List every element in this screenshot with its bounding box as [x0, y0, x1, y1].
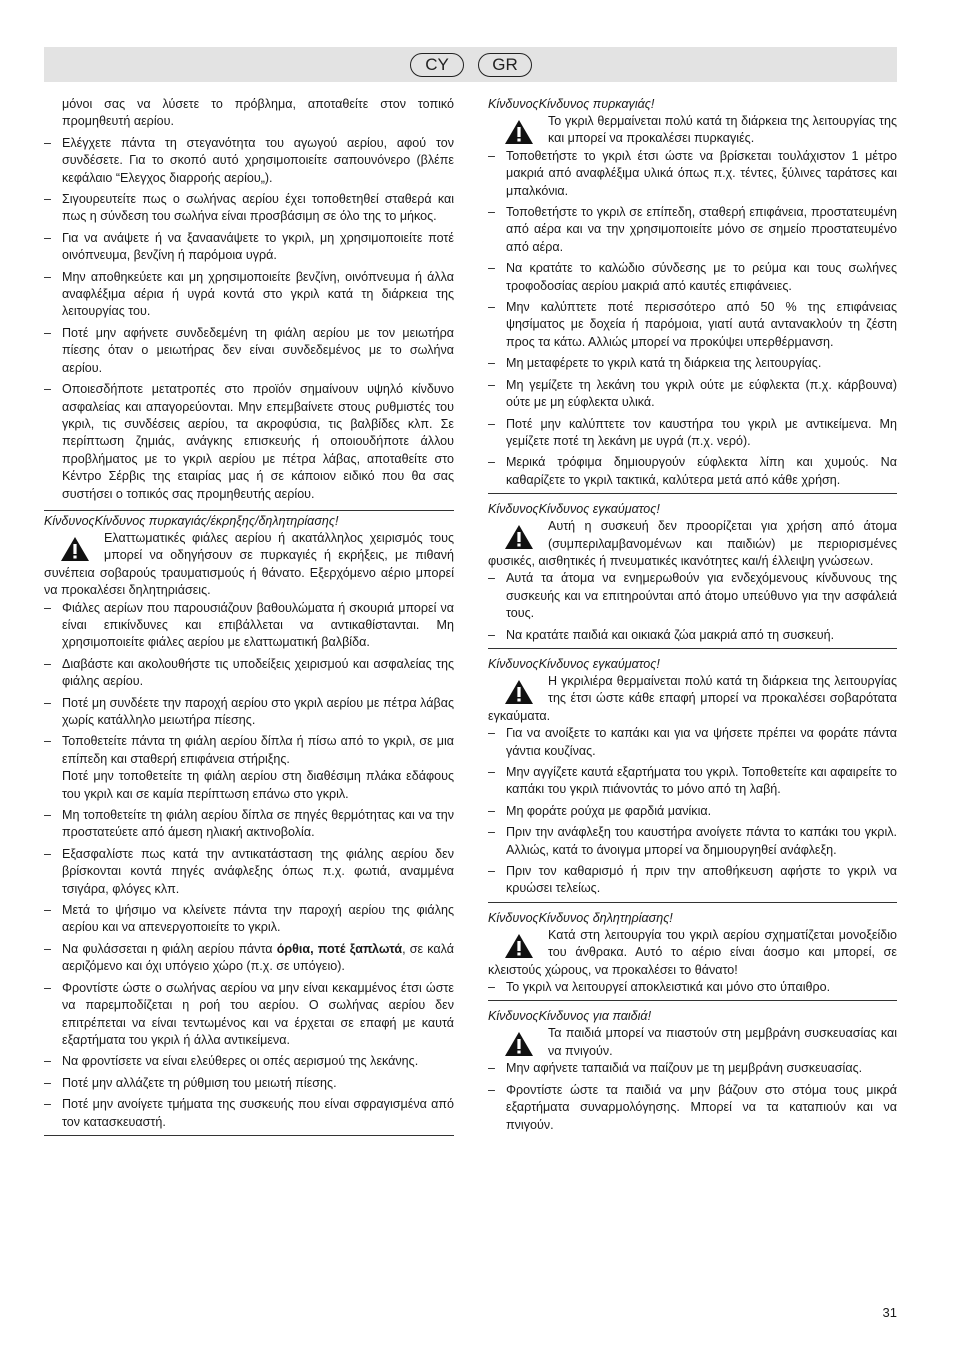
safety-list	[488, 725, 897, 898]
warning-text: Το γκριλ θερμαίνεται πολύ κατά τη διάρκεια της λειτουργίας της και μπορεί να προκαλέσει πυρκαγιές.	[548, 114, 897, 146]
list-item: – Μη μεταφέρετε το γκριλ κατά τη διάρκεια της λειτουργίας.	[488, 355, 897, 372]
section-title: ΚίνδυνοςΚίνδυνος για παιδιά!	[488, 1009, 652, 1024]
section-title: ΚίνδυνοςΚίνδυνος εγκαύματος!	[488, 502, 660, 517]
warning-section-poison	[488, 910, 897, 1002]
header-bar	[44, 47, 897, 82]
language-badge-cy: CY	[410, 53, 464, 77]
section-title: ΚίνδυνοςΚίνδυνος εγκαύματος!	[488, 656, 660, 671]
section-divider	[488, 493, 897, 494]
list-item: – Τοποθετήστε το γκριλ σε επίπεδη, σταθερή επιφάνεια, προστατευμένη από αέρα και να την χρησιμοποιείτε μόνο σε σημείο προστατευμένο από αέρα.	[488, 204, 897, 256]
list-item: – Ποτέ μην ανοίγετε τμήματα της συσκευής που είναι σφραγισμένα από τον κατασκευαστή.	[44, 1096, 454, 1131]
list-item: – Πριν την ανάφλεξη του καυστήρα ανοίγετε πάντα το καπάκι του γκριλ. Αλλιώς, κατά το άνοιγμα μπορεί να δημιουργηθεί ανάφλεξη.	[488, 824, 897, 859]
section-divider	[488, 902, 897, 903]
warning-text: Τα παιδιά μπορεί να πιαστούν στη μεμβράνη συσκευασίας και να πνιγούν.	[548, 1026, 897, 1058]
list-item: – Εξασφαλίστε πως κατά την αντικατάσταση της φιάλης αερίου δεν βρίσκονται κοντά πηγές ανάφλεξης όπως π.χ. φωτιά, αναμμένα τσιγάρα, φλόγες κλπ.	[44, 846, 454, 898]
list-item: – Φιάλες αερίων που παρουσιάζουν βαθουλώματα ή σκουριά μπορεί να είναι επικίνδυνες και επιβάλλεται να αντικαθίστανται. Μη χρησιμοποιείτε φιάλες αερίου με ελαττωματική βαλβίδα.	[44, 600, 454, 652]
safety-list	[488, 570, 897, 644]
section-divider	[488, 648, 897, 649]
section-title: ΚίνδυνοςΚίνδυνος πυρκαγιάς/έκρηξης/δηλητηρίασης!	[44, 510, 454, 529]
list-item: – Οποιεσδήποτε μετατροπές στο προϊόν σημαίνουν υψηλό κίνδυνο ασφαλείας και απαγορεύονται. Μην επεμβαίνετε στους ρυθμιστές του γκριλ, τις συνδέσεις αερίου, τα ακροφύσια, τις βαλβίδες κλπ. Σε περίπτωση ζημιάς, ανάγκης επισκευής ή οποιουδήποτε άλλου προβλήματος με το γκριλ αερίου με πέτρα λάβας, αποταθείτε στο Κέντρο Σέρβις της εταιρίας μας ή σε κάποιον ειδικό που θα σας συστήσει ο τοπικός σας προμηθευτής αερίου.	[44, 381, 454, 503]
warning-triangle-icon	[504, 524, 534, 550]
list-item: – Τοποθετήστε το γκριλ έτσι ώστε να βρίσκεται τουλάχιστον 1 μέτρο μακριά από αναφλέξιμα υλικά όπως π.χ. τέντες, ξύλινες ταράτσες και μπαλκόνια.	[488, 148, 897, 200]
list-item	[44, 733, 454, 803]
warning-block	[488, 927, 897, 979]
list-item: – Ελέγχετε πάντα τη στεγανότητα του αγωγού αερίου, αφού τον συνδέσετε. Για το σκοπό αυτό χρησιμοποιείτε σαπουνόνερο (βλέπε κεφάλαιο “Ελεγχος διαρροής αερίου„).	[44, 135, 454, 187]
warning-section-burn	[488, 501, 897, 649]
section-divider	[488, 1000, 897, 1001]
warning-triangle-icon	[504, 1031, 534, 1057]
list-item: – Ποτέ μην αλλάζετε τη ρύθμιση του μειωτή πίεσης.	[44, 1075, 454, 1092]
list-item: – Πριν τον καθαρισμό ή πριν την αποθήκευση αφήστε το γκριλ να κρυώσει τελείως.	[488, 863, 897, 898]
list-item: – Μην αγγίζετε καυτά εξαρτήματα του γκριλ. Τοποθετείτε και αφαιρείτε το καπάκι του γκριλ πιάνοντάς το μόνο από τη λαβή.	[488, 764, 897, 799]
list-item: – Ποτέ μην αφήνετε συνδεδεμένη τη φιάλη αερίου με τον μειωτήρα πίεσης όταν ο μειωτήρας δεν είναι συνδεδεμένος με το σωλήνα αερίου.	[44, 325, 454, 377]
list-item: – Φροντίστε ώστε τα παιδιά να μην βάζουν στο στόμα τους μικρά εξαρτήματα συναρμολόγησης. Μπορεί να τα καταπιούν και να πνιγούν.	[488, 1082, 897, 1134]
list-item: – Μην καλύπτετε ποτέ περισσότερο από 50 % της επιφάνειας ψησίματος με δοχεία ή παρόμοια, γιατί αυτά αντανακλούν τη ζέστη προς τα κάτω. Αλλιώς μπορεί να προκύψει υπερθέρμανση.	[488, 299, 897, 351]
page-number: 31	[882, 1305, 897, 1320]
list-item-text: , σε καλά αεριζόμενο και όχι υπόγειο χώρο (π.χ. σε υπόγειο).	[62, 941, 454, 974]
section-title: ΚίνδυνοςΚίνδυνος πυρκαγιάς!	[488, 97, 655, 111]
list-item: – Μη φοράτε ρούχα με φαρδιά μανίκια.	[488, 803, 897, 820]
list-item: – Να κρατάτε παιδιά και οικιακά ζώα μακριά από τη συσκευή.	[488, 627, 897, 644]
list-item: – Να φροντίσετε να είναι ελεύθερες οι οπές αερισμού της λεκάνης.	[44, 1053, 454, 1070]
intro-paragraph: μόνοι σας να λύσετε το πρόβλημα, αποταθείτε στον τοπικό προμηθευτή αερίου.	[62, 97, 454, 129]
list-item: – Ποτέ μη συνδέετε την παροχή αερίου στο γκριλ αερίου με πέτρα λάβας χωρίς κατάλληλο μειωτήρα πίεσης.	[44, 695, 454, 730]
list-item: – Ποτέ μην καλύπτετε τον καυστήρα του γκριλ με αντικείμενα. Μη γεμίζετε ποτέ τη λεκάνη με υγρά (π.χ. νερό).	[488, 416, 897, 451]
warning-text: Ελαττωματικές φιάλες αερίου ή ακατάλληλος χειρισμός τους μπορεί να οδηγήσουν σε πυρκαγιές ή εκρήξεις, με πιθανή συνέπεια σοβαρούς τραυματισμούς ή θάνατο. Εξερχόμενο αέριο μπορεί να προκαλέσει δηλητηριάσεις.	[44, 530, 454, 598]
warning-block	[44, 530, 454, 600]
warning-text: Αυτή η συσκευή δεν προορίζεται για χρήση από άτομα (συμπεριλαμβανομένων και παιδιών) με περιορισμένες φυσικές, αισθητικές ή πνευματικές ικανότητες και/ή έλλειψη γνώσεων.	[488, 519, 897, 568]
safety-list	[488, 148, 897, 489]
safety-list	[44, 600, 454, 1131]
warning-block	[488, 673, 897, 725]
safety-list	[488, 979, 897, 996]
section-divider	[44, 1135, 454, 1136]
list-item: – Μη γεμίζετε τη λεκάνη του γκριλ ούτε με εύφλεκτα (π.χ. κάρβουνα) ούτε με μη εύφλεκτα υλικά.	[488, 377, 897, 412]
warning-triangle-icon	[504, 119, 534, 145]
list-item: – Μην αφήνετε ταπαιδιά να παίζουν με τη μεμβράνη συσκευασίας.	[488, 1060, 897, 1077]
list-item: – Μην αποθηκεύετε και μη χρησιμοποιείτε βενζίνη, οινόπνευμα ή άλλα αναφλέξιμα αέρια ή υγρά κοντά στο γκριλ κατά τη διάρκεια της λειτουργίας του.	[44, 269, 454, 321]
right-column	[488, 96, 897, 1138]
list-item: – Για να ανάψετε ή να ξαναανάψετε το γκριλ, μη χρησιμοποιείτε ποτέ οινόπνευμα, βενζίνη ή παρόμοια υγρά.	[44, 230, 454, 265]
list-item: – Το γκριλ να λειτουργεί αποκλειστικά και μόνο στο ύπαιθρο.	[488, 979, 897, 996]
list-item: – Φροντίστε ώστε ο σωλήνας αερίου να μην είναι κεκαμμένος έτσι ώστε να παρεμποδίζεται η ροή του αερίου. Ο σωλήνας αερίου δεν επιτρέπεται να είναι τεντωμένος και να έρχεται σε επαφή με καυτά εξαρτήματα του γκριλ ή άλλα αντικείμενα.	[44, 980, 454, 1050]
list-item-text: Να φυλάσσεται η φιάλη αερίου πάντα	[62, 941, 277, 956]
language-badge-gr: GR	[478, 53, 532, 77]
list-item: – Μετά το ψήσιμο να κλείνετε πάντα την παροχή αερίου της φιάλης αερίου και να απενεργοποιείτε το γκριλ.	[44, 902, 454, 937]
list-item: – Σιγουρευτείτε πως ο σωλήνας αερίου έχει τοποθετηθεί σταθερά και πως η σύνδεση του σωλήνα είναι προσβάσιμη σε όλο της το μήκος.	[44, 191, 454, 226]
list-item: – Να κρατάτε το καλώδιο σύνδεσης με το ρεύμα και τους σωλήνες τροφοδοσίας αερίου μακριά από καυτές επιφάνειες.	[488, 260, 897, 295]
warning-text: Κατά στη λειτουργία του γκριλ αερίου σχηματίζεται μονοξείδιο του άνθρακα. Αυτό το αέριο είναι άοσμο και μπορεί, σε κλειστούς χώρους, να προκαλέσει το θάνατο!	[488, 927, 897, 977]
section-title: ΚίνδυνοςΚίνδυνος δηλητηρίασης!	[488, 910, 673, 925]
left-column	[44, 96, 454, 1136]
warning-block	[488, 113, 897, 148]
warning-block	[488, 1025, 897, 1060]
warning-triangle-icon	[60, 536, 90, 562]
warning-triangle-icon	[504, 933, 534, 959]
list-item: – Για να ανοίξετε το καπάκι και για να ψήσετε πρέπει να φοράτε πάντα γάντια κουζίνας.	[488, 725, 897, 760]
warning-section-children	[488, 1008, 897, 1133]
safety-list	[44, 135, 454, 503]
warning-block	[488, 518, 897, 570]
list-item: – Μη τοποθετείτε τη φιάλη αερίου δίπλα σε πηγές θερμότητας και να την προστατεύετε από άμεση ηλιακή ακτινοβολία.	[44, 807, 454, 842]
warning-text: Η γκριλιέρα θερμαίνεται πολύ κατά τη διάρκεια της λειτουργίας της έτσι ώστε κάθε επαφή μπορεί να προκαλέσει σοβαρότατα εγκαύματα.	[488, 673, 897, 723]
list-item-text: Ποτέ μην τοποθετείτε τη φιάλη αερίου στη διαθέσιμη πλάκα εδάφους του γκριλ και σε καμία περίπτωση επάνω στο γκριλ.	[62, 769, 454, 801]
list-item-bold-text: όρθια, ποτέ ξαπλωτά	[276, 941, 403, 956]
safety-list	[488, 1060, 897, 1134]
warning-section	[44, 510, 454, 1136]
warning-section-fire	[488, 96, 897, 494]
warning-triangle-icon	[504, 679, 534, 705]
list-item: – Μερικά τρόφιμα δημιουργούν εύφλεκτα λίπη και χυμούς. Να καθαρίζετε το γκριλ τακτικά, καλύτερα μετά από κάθε χρήση.	[488, 454, 897, 489]
list-item	[44, 941, 454, 976]
warning-section-burn-2	[488, 656, 897, 903]
list-item: – Διαβάστε και ακολουθήστε τις υποδείξεις χειρισμού και ασφαλείας της φιάλης αερίου.	[44, 656, 454, 691]
list-item-text: Τοποθετείτε πάντα τη φιάλη αερίου δίπλα ή πίσω από το γκριλ, σε μια επίπεδη και σταθερή επιφάνεια στήριξης.	[62, 734, 454, 766]
list-item: – Αυτά τα άτομα να ενημερωθούν για ενδεχόμενους κίνδυνους της συσκευής και να επιτηρούνται από άτομο υπεύθυνο για την ασφάλειά τους.	[488, 570, 897, 622]
